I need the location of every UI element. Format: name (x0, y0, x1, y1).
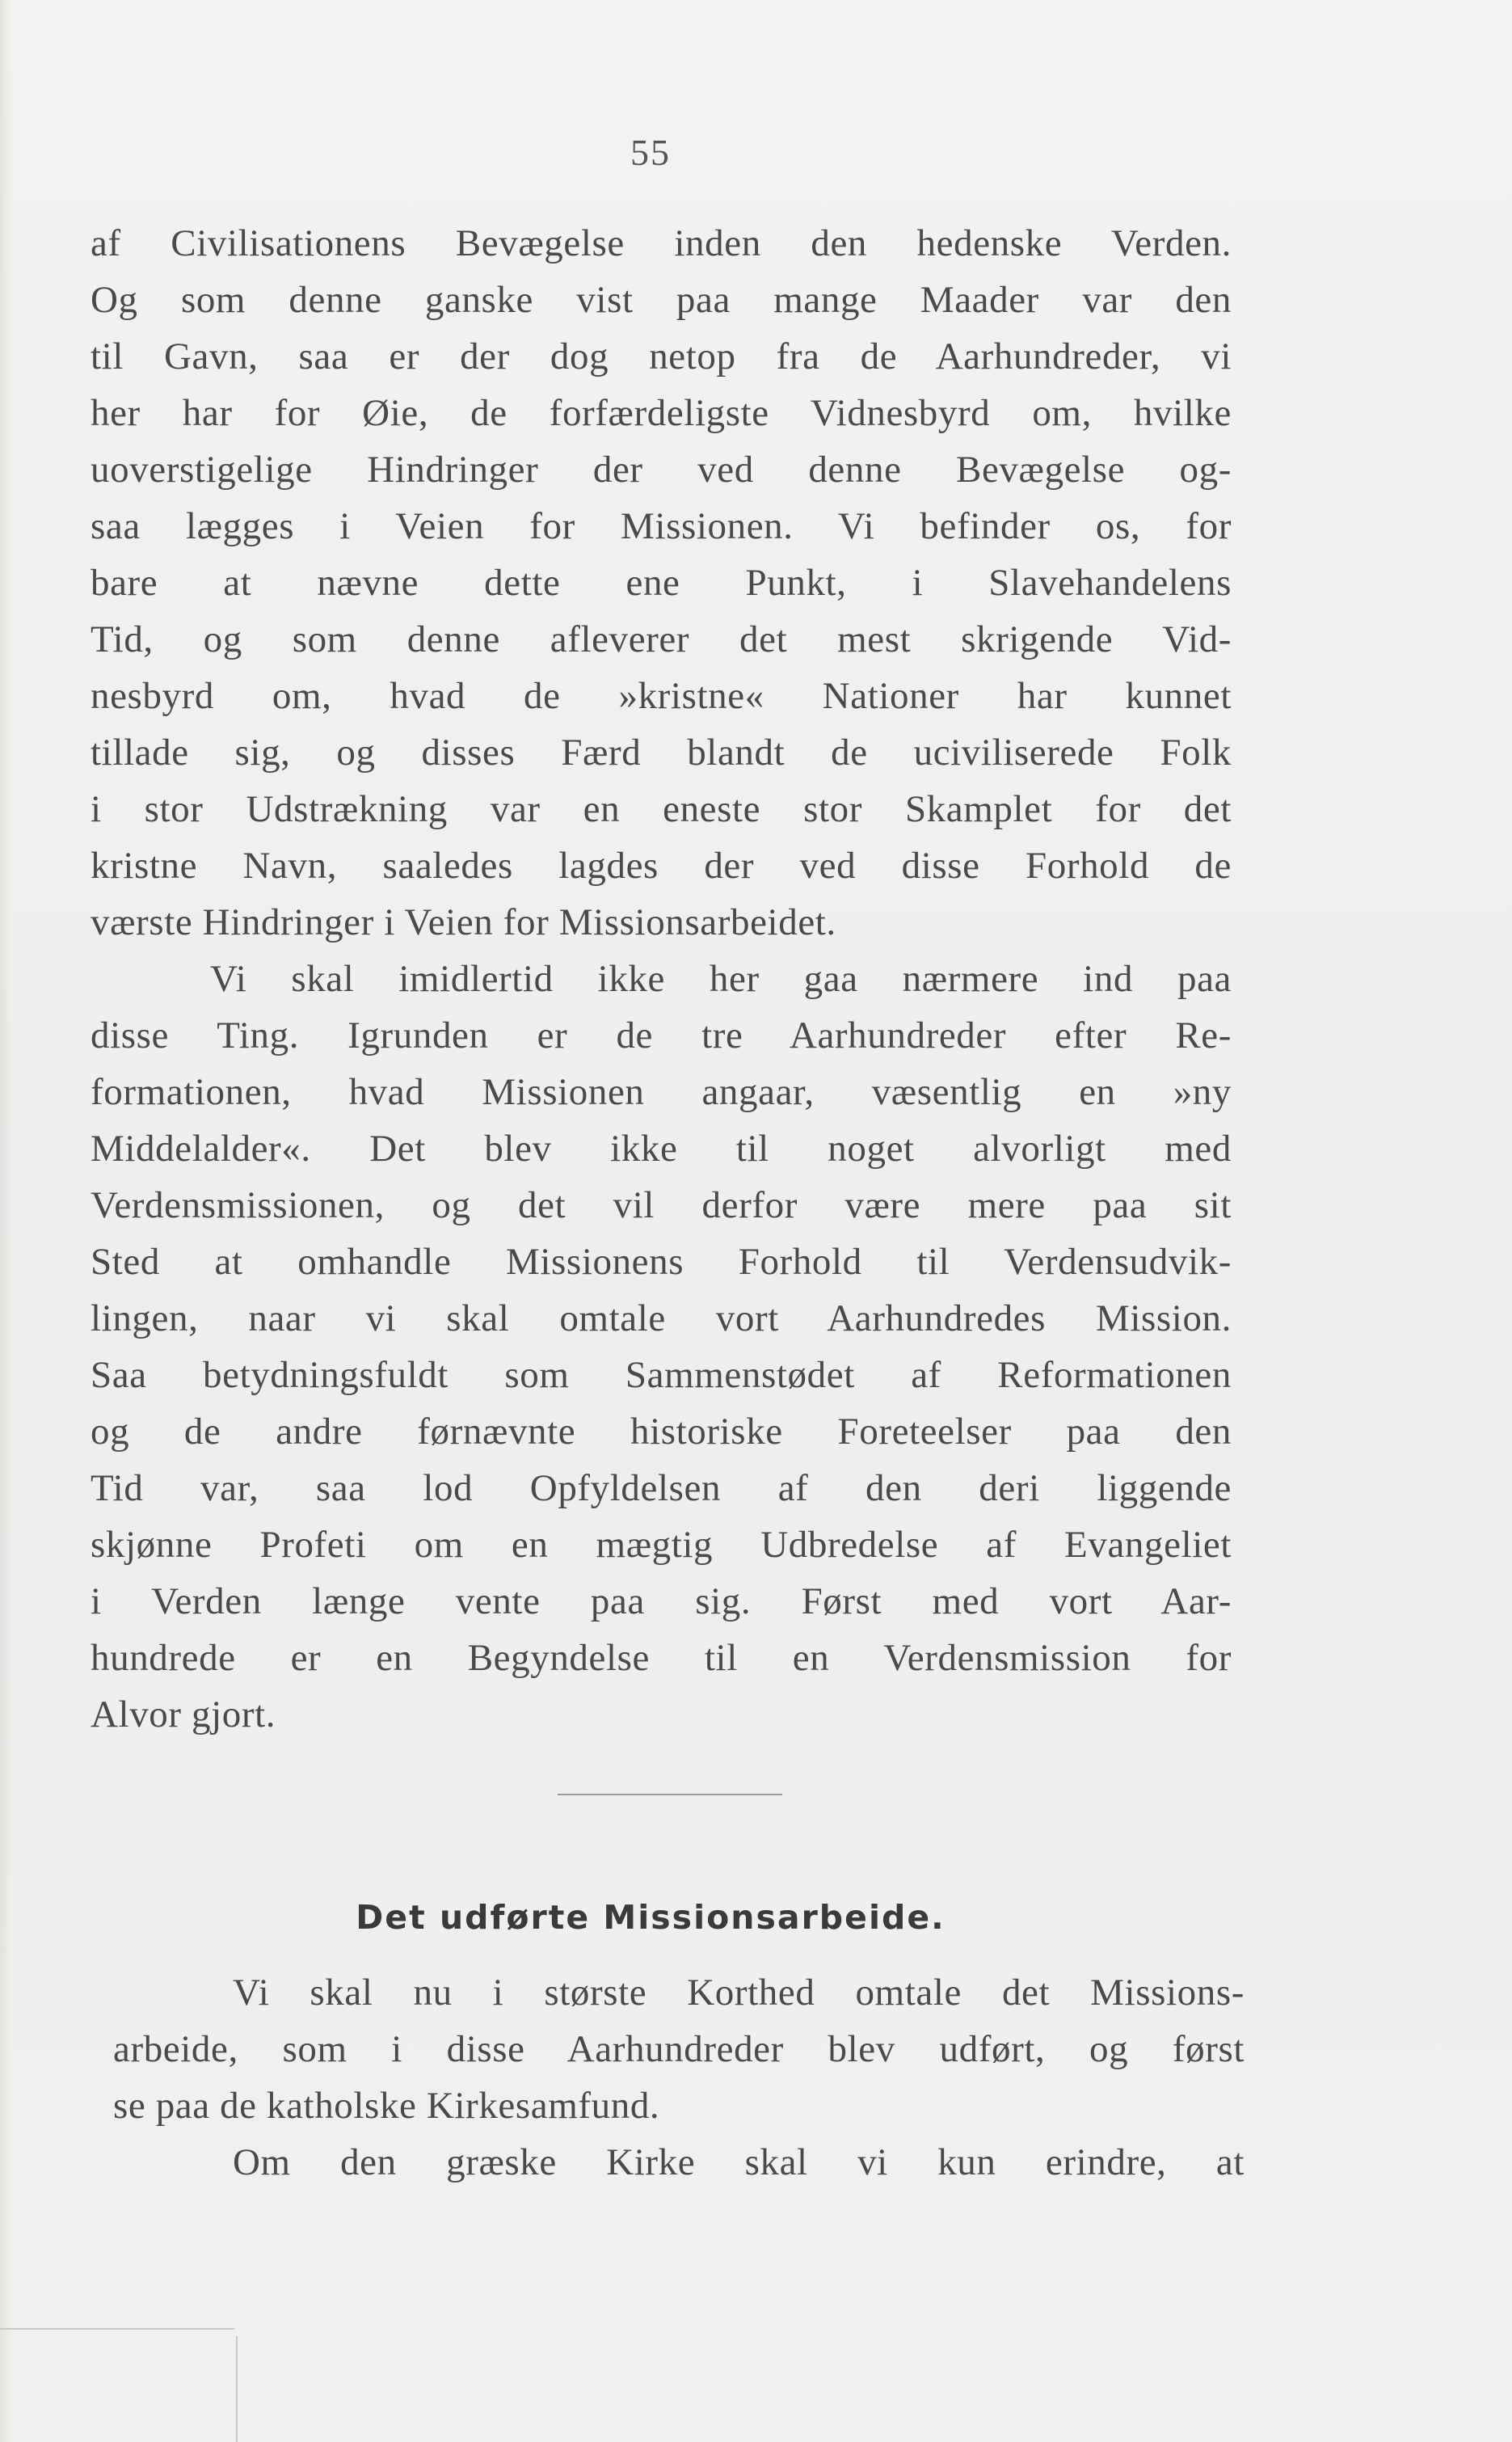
page-edge-shadow (0, 0, 11, 2442)
text-line: Tid, og som denne afleverer det mest skrigende Vid- (91, 618, 1232, 660)
text-line: Om den græske Kirke skal vi kun erindre, at (233, 2141, 1245, 2183)
text-line: bare at nævne dette ene Punkt, i Slavehandelens (91, 562, 1232, 604)
scan-corner-line (0, 2328, 234, 2330)
text-line: Og som denne ganske vist paa mange Maader var den (91, 279, 1232, 321)
body-text (91, 215, 1232, 1743)
text-line: skjønne Profeti om en mægtig Udbredelse af Evangeliet (91, 1524, 1232, 1566)
text-line: i stor Udstrækning var en eneste stor Skamplet for det (91, 788, 1232, 830)
text-line: formationen, hvad Missionen angaar, væsentlig en »ny (91, 1071, 1232, 1113)
text-line: af Civilisationens Bevægelse inden den hedenske Verden. (91, 222, 1232, 264)
text-line: Vi skal imidlertid ikke her gaa nærmere ind paa (210, 958, 1232, 1000)
text-line: arbeide, som i disse Aarhundreder blev udført, og først (113, 2028, 1245, 2070)
text-line: saa lægges i Veien for Missionen. Vi befinder os, for (91, 505, 1232, 547)
section-heading: Det udførte Missionsarbeide. (356, 1898, 946, 1937)
text-line: Middelalder«. Det blev ikke til noget alvorligt med (91, 1128, 1232, 1170)
text-line: til Gavn, saa er der dog netop fra de Aarhundreder, vi (91, 335, 1232, 377)
text-line: i Verden længe vente paa sig. Først med vort Aar- (91, 1580, 1232, 1622)
text-line: Tid var, saa lod Opfyldelsen af den deri liggende (91, 1467, 1232, 1509)
text-line: hundrede er en Begyndelse til en Verdensmission for (91, 1637, 1232, 1679)
text-line: Vi skal nu i største Korthed omtale det Missions- (233, 1972, 1245, 2014)
text-line: værste Hindringer i Veien for Missionsarbeidet. (91, 901, 836, 943)
text-line: lingen, naar vi skal omtale vort Aarhundredes Mission. (91, 1297, 1232, 1339)
text-line: Saa betydningsfuldt som Sammenstødet af Reformationen (91, 1354, 1232, 1396)
text-line: Verdensmissionen, og det vil derfor være mere paa sit (91, 1184, 1232, 1226)
text-line: her har for Øie, de forfærdeligste Vidnesbyrd om, hvilke (91, 392, 1232, 434)
text-line: se paa de katholske Kirkesamfund. (113, 2085, 660, 2127)
page-number: 55 (630, 132, 671, 173)
text-line: disse Ting. Igrunden er de tre Aarhundreder efter Re- (91, 1014, 1232, 1057)
text-line: Sted at omhandle Missionens Forhold til Verdensudvik- (91, 1241, 1232, 1283)
text-line: Alvor gjort. (91, 1693, 276, 1736)
text-line: og de andre førnævnte historiske Foreteelser paa den (91, 1411, 1232, 1453)
section-divider (558, 1794, 782, 1795)
text-line: nesbyrd om, hvad de »kristne« Nationer har kunnet (91, 675, 1232, 717)
text-line: kristne Navn, saaledes lagdes der ved disse Forhold de (91, 845, 1232, 887)
text-line: uoverstigelige Hindringer der ved denne Bevægelse og- (91, 449, 1232, 491)
section-missionsarbeide (113, 1892, 1245, 2191)
scan-corner-line (236, 2336, 238, 2442)
text-line: tillade sig, og disses Færd blandt de uciviliserede Folk (91, 732, 1232, 774)
